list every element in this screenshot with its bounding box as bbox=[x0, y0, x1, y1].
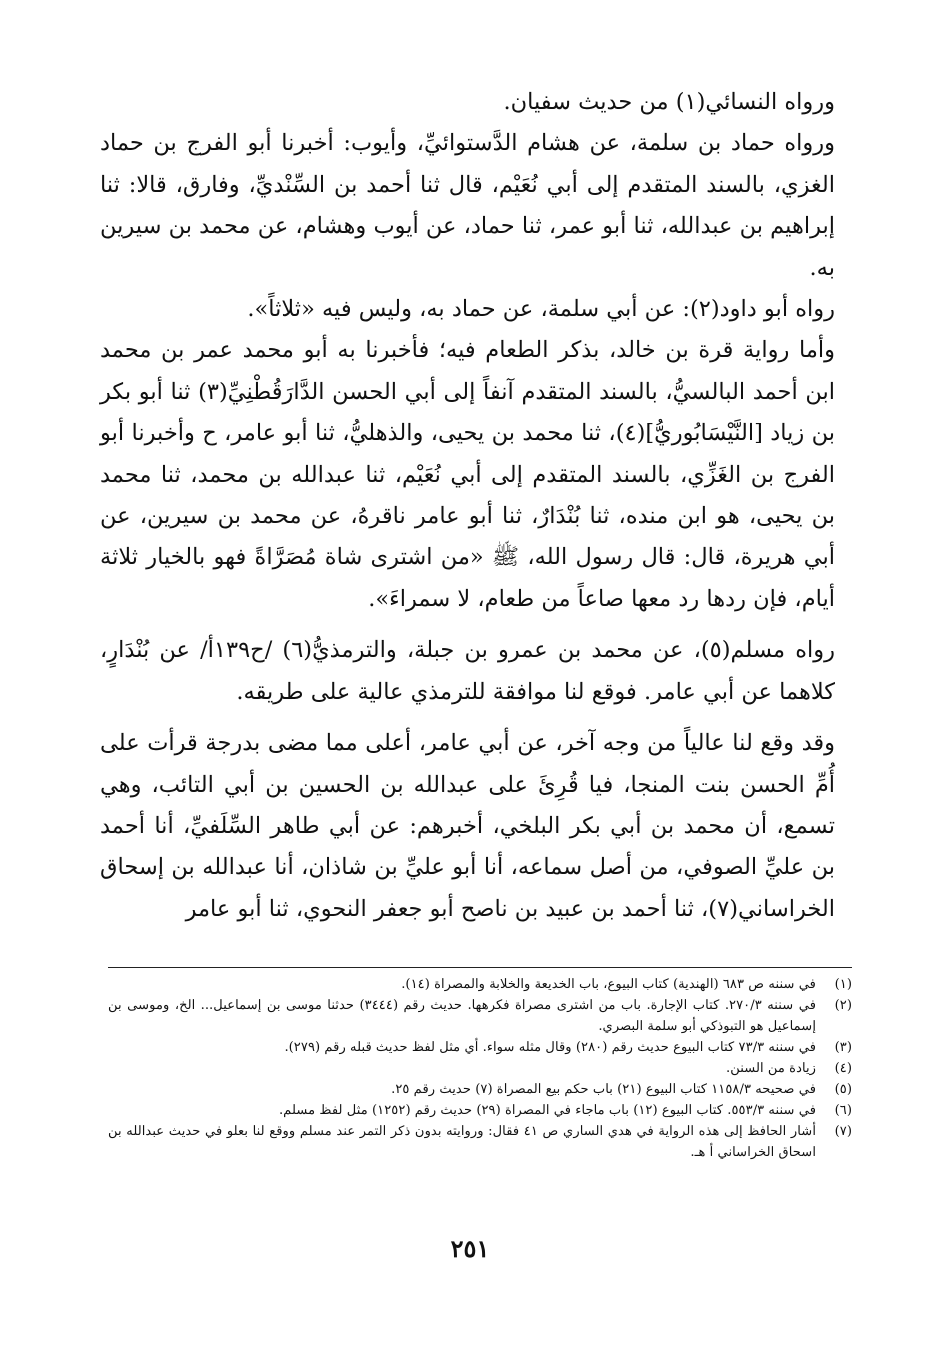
footnote-4 bbox=[108, 1058, 852, 1079]
footnote-number: (٥) bbox=[834, 1082, 852, 1097]
paragraph-5: رواه مسلم(٥)، عن محمد بن عمرو بن جبلة، والترمذيُّ(٦) /ح١٣٩أ/ عن بُنْدَارٍ، كلاهما عن أبي عامر. فوقع لنا موافقة للترمذي عالية على طريقه. bbox=[100, 637, 835, 705]
footnote-1 bbox=[108, 974, 852, 995]
footnotes bbox=[108, 967, 852, 1163]
paragraph-2: ورواه حماد بن سلمة، عن هشام الدَّستوائيِّ، وأيوب: أخبرنا أبو الفرج بن حماد الغزي، بالسند المتقدم إلى أبي نُعَيْم، قال ثنا أحمد بن السِّنْديِّ، وفارق، قالا: ثنا إبراهيم بن عبدالله، ثنا أبو عمر، ثنا حماد، عن أيوب وهشام، عن محمد بن سيرين به. bbox=[100, 130, 835, 281]
paragraph-4: وأما رواية قرة بن خالد، بذكر الطعام فيه؛ فأخبرنا به أبو محمد عمر بن محمد ابن أحمد البالسيُّ، بالسند المتقدم آنفاً إلى أبي الحسن الدَّارَقُطْنِيِّ(٣) ثنا أبو بكر بن زياد [النَّيْسَابُوريُّ](٤)، ثنا محمد بن يحيى، والذهليُّ، ثنا أبو عامر، ح وأخبرنا أبو الفرج بن الغَزِّي، بالسند المتقدم إلى أبي نُعَيْم، ثنا عبدالله بن محمد، ثنا محمد بن يحيى، هو ابن منده، ثنا بُنْدَارٌ، ثنا أبو عامر ناقرهُ، عن محمد بن سيرين، عن أبي هريرة، قال: قال رسول الله، ﷺ «من اشترى شاة مُصَرَّاةً فهو بالخيار ثلاثة أيام، فإن ردها رد معها صاعاً من طعام، لا سمراءَ». bbox=[100, 337, 836, 612]
page-number: ٢٥١ bbox=[450, 1234, 490, 1263]
footnote-number: (٣) bbox=[834, 1040, 852, 1055]
footnote-text: أشار الحافظ إلى هذه الرواية في هدي الساري ص ٤١ فقال: وروايته بدون ذكر التمر عند مسلم ووقع لنا بعلو في حديث عبدالله بن اسحاق الخراساني أ هـ. bbox=[108, 1124, 816, 1160]
footnote-text: في صحيحه ١١٥٨/٣ كتاب البيوع (٢١) باب حكم بيع المصراة (٧) حديث رقم ٢٥. bbox=[391, 1082, 816, 1097]
paragraph-1: ورواه النسائي(١) من حديث سفيان. bbox=[503, 89, 835, 115]
footnote-text: في سننه ص ٦٨٣ (الهندية) كتاب البيوع، باب الخديعة والخلابة والمصراة (١٤). bbox=[401, 977, 816, 992]
footnote-2 bbox=[108, 995, 852, 1037]
footnote-number: (٧) bbox=[834, 1124, 852, 1139]
footnote-number: (١) bbox=[834, 977, 852, 992]
footnote-text: في سننه ٢٧٠/٣. كتاب الإجارة. باب من اشترى مصراة فكرهها. حديث رقم (٣٤٤٤) حدثنا موسى بن إسماعيل... الخ، وموسى بن إسماعيل هو التبوذكي أبو سلمة البصري. bbox=[108, 998, 816, 1034]
paragraph-6: وقد وقع لنا عالياً من وجه آخر، عن أبي عامر، أعلى مما مضى بدرجة قرأت على أُمِّ الحسن بنت المنجا، فيا قُرِئَ على عبدالله بن الحسين بن أبي التائب، وهي تسمع، أن محمد بن أبي بكر البلخي، أخبرهم: عن أبي طاهر السِّلَفيِّ، أنا أحمد بن عليِّ الصوفي، من أصل سماعه، أنا أبو عليِّ بن شاذان، أنا عبدالله بن إسحاق الخراساني(٧)، ثنا أحمد بن عبيد بن ناصح أبو جعفر النحوي، ثنا أبو عامر bbox=[100, 730, 835, 922]
footnote-text: في سننه ٧٣/٣ كتاب البيوع حديث رقم (٢٨٠) وقال مثله سواء. أي مثل لفظ حديث قبله رقم (٢٧٩). bbox=[284, 1040, 816, 1055]
footnote-number: (٤) bbox=[834, 1061, 852, 1076]
footnote-3 bbox=[108, 1037, 852, 1058]
footnote-5 bbox=[108, 1079, 852, 1100]
footnote-number: (٦) bbox=[834, 1103, 852, 1118]
footnote-text: زيادة من السنن. bbox=[726, 1061, 816, 1076]
paragraph-3: رواه أبو داود(٢): عن أبي سلمة، عن حماد به، وليس فيه «ثلاثاً». bbox=[247, 296, 835, 323]
footnote-number: (٢) bbox=[834, 998, 852, 1013]
footnote-7 bbox=[108, 1121, 852, 1163]
main-text bbox=[100, 82, 835, 930]
footnote-6 bbox=[108, 1100, 852, 1121]
footnote-text: في سننه ٥٥٣/٣. كتاب البيوع (١٢) باب ماجاء في المصراة (٢٩) حديث رقم (١٢٥٢) مثل لفظ مسلم. bbox=[278, 1103, 816, 1118]
